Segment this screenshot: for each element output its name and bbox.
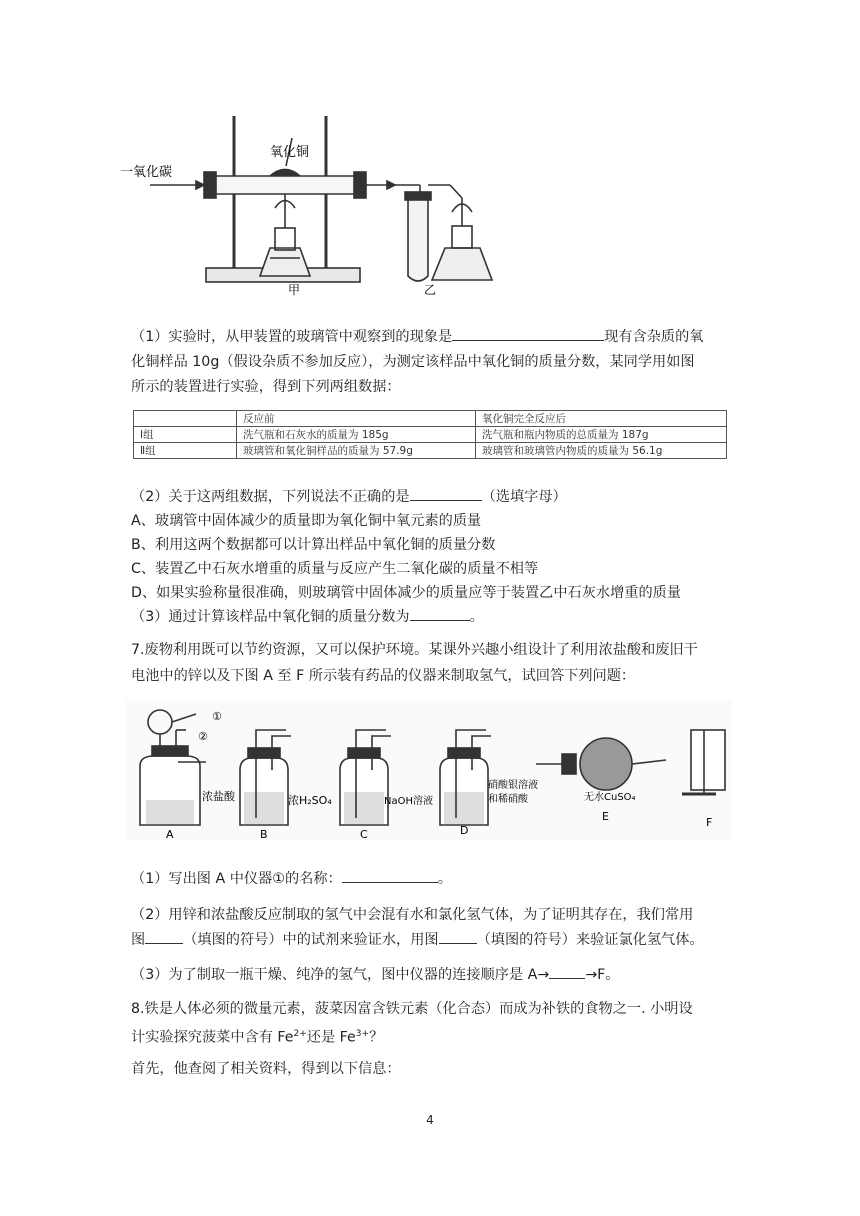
page-number: 4 bbox=[426, 1113, 434, 1127]
cuo-label: 氧化铜 bbox=[270, 145, 310, 160]
co-label: 一氧化碳 bbox=[120, 165, 173, 180]
data-table bbox=[133, 410, 727, 459]
label-hcl: 浓盐酸 bbox=[202, 790, 235, 803]
q7-q2-line1: （2）用锌和浓盐酸反应制取的氢气中会混有水和氯化氢气体，为了证明其存在，我们常用 bbox=[131, 907, 694, 923]
answer-blank[interactable] bbox=[342, 866, 438, 883]
answer-blank[interactable] bbox=[439, 927, 477, 944]
option-a: A、玻璃管中固体减少的质量即为氧化铜中氧元素的质量 bbox=[131, 513, 482, 529]
label-naoh: NaOH溶液 bbox=[384, 796, 433, 807]
letter-f: F bbox=[706, 816, 713, 829]
q7-q2-line2: 图 （填图的符号）中的试剂来验证水，用图 （填图的符号）来验证氯化氢气体。 bbox=[131, 927, 704, 953]
q7-q3: （3）为了制取一瓶干燥、纯净的氢气，图中仪器的连接顺序是 A→ →F。 bbox=[131, 962, 619, 988]
label-cuso4: 无水CuSO₄ bbox=[584, 792, 636, 803]
table-row bbox=[134, 427, 727, 443]
q8-line2: 计实验探究菠菜中含有 $Fe^{2+}$还是 $Fe^{3+}$？ bbox=[131, 1029, 384, 1046]
letter-e: E bbox=[602, 810, 609, 823]
table-cell: 洗气瓶和石灰水的质量为 185g bbox=[237, 427, 476, 443]
q7-intro-line2: 电池中的锌以及下图 A 至 F 所示装有药品的仪器来制取氢气，试回答下列问题： bbox=[131, 668, 636, 684]
table-header-row bbox=[134, 411, 727, 427]
table-header: 反应前 bbox=[237, 411, 476, 427]
answer-blank[interactable] bbox=[410, 484, 482, 501]
q6-q2: （2）关于这两组数据，下列说法不正确的是 （选填字母） bbox=[131, 484, 567, 510]
option-b: B、利用这两个数据都可以计算出样品中氧化铜的质量分数 bbox=[131, 537, 496, 553]
table-cell: 洗气瓶和瓶内物质的总质量为 187g bbox=[476, 427, 727, 443]
label-2: ② bbox=[198, 730, 208, 743]
co-reduction-apparatus-figure bbox=[120, 108, 540, 298]
label-agno3-line1: 硝酸银溶液 bbox=[488, 780, 538, 791]
q6-line3: 所示的装置进行实验，得到下列两组数据： bbox=[131, 379, 401, 395]
option-d: D、如果实验称量很准确，则玻璃管中固体减少的质量应等于装置乙中石灰水增重的质量 bbox=[131, 585, 682, 601]
label-h2so4: 浓H₂SO₄ bbox=[288, 794, 332, 807]
q7-q1: （1）写出图 A 中仪器①的名称： 。 bbox=[131, 866, 452, 892]
table-header bbox=[134, 411, 237, 427]
q8-line1: 8.铁是人体必须的微量元素，菠菜因富含铁元素（化合态）而成为补铁的食物之一. 小明设 bbox=[131, 1001, 693, 1017]
table-row bbox=[134, 443, 727, 459]
q7-intro-line1: 7.废物利用既可以节约资源，又可以保护环境。某课外兴趣小组设计了利用浓盐酸和废旧干 bbox=[131, 642, 698, 658]
table-cell: 玻璃管和氧化铜样品的质量为 57.9g bbox=[237, 443, 476, 459]
option-c: C、装置乙中石灰水增重的质量与反应产生二氧化碳的质量不相等 bbox=[131, 561, 539, 577]
table-header: 氧化铜完全反应后 bbox=[476, 411, 727, 427]
q6-q3: （3）通过计算该样品中氧化铜的质量分数为 。 bbox=[131, 604, 484, 630]
letter-d: D bbox=[460, 824, 469, 837]
table-cell: 玻璃管和玻璃管内物质的质量为 56.1g bbox=[476, 443, 727, 459]
answer-blank[interactable] bbox=[410, 604, 470, 621]
jia-label: 甲 bbox=[288, 283, 301, 297]
label-1: ① bbox=[212, 710, 222, 723]
q6-line1: （1）实验时，从甲装置的玻璃管中观察到的现象是 现有含杂质的氧 bbox=[131, 324, 703, 350]
table-cell: Ⅱ组 bbox=[134, 443, 237, 459]
table-cell: Ⅰ组 bbox=[134, 427, 237, 443]
q8-line3: 首先，他查阅了相关资料，得到以下信息： bbox=[131, 1061, 401, 1077]
yi-label: 乙 bbox=[424, 283, 437, 297]
answer-blank[interactable] bbox=[145, 927, 183, 944]
letter-c: C bbox=[360, 828, 368, 840]
label-agno3-line2: 和稀硝酸 bbox=[488, 794, 528, 805]
answer-blank[interactable] bbox=[452, 324, 604, 341]
q6-line2: 化铜样品 10g（假设杂质不参加反应），为测定该样品中氧化铜的质量分数，某同学用如图 bbox=[131, 354, 695, 370]
letter-b: B bbox=[260, 828, 268, 840]
hydrogen-apparatus-figure bbox=[126, 700, 732, 840]
letter-a: A bbox=[166, 828, 174, 840]
answer-blank[interactable] bbox=[549, 962, 585, 979]
